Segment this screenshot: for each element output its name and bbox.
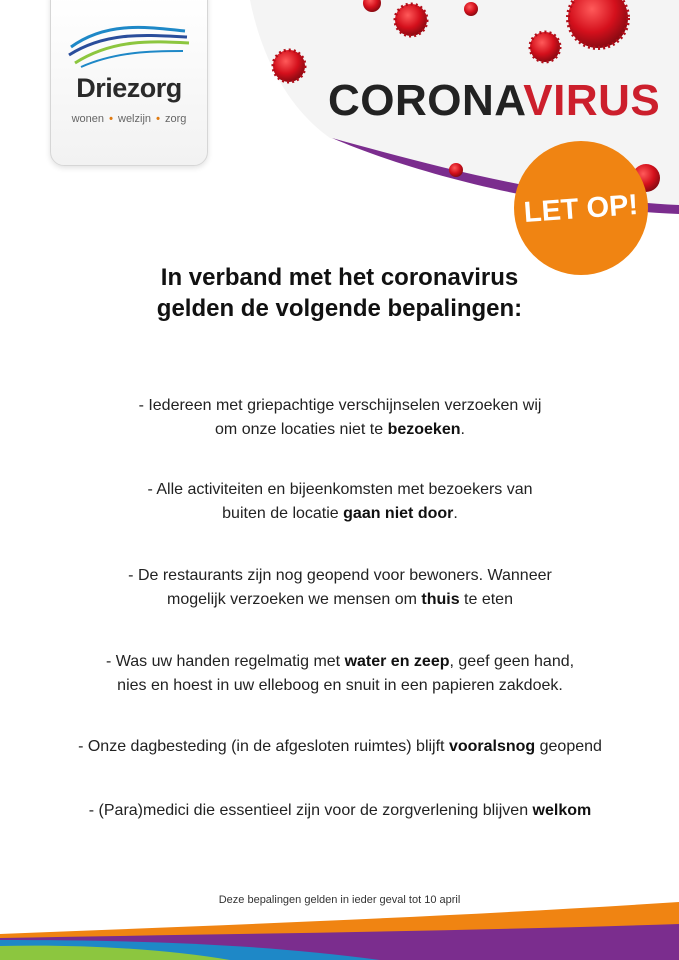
virus-particle xyxy=(464,2,478,16)
heading-line: In verband met het coronavirus xyxy=(160,264,519,291)
rule-emphasis: gaan niet door xyxy=(343,505,454,522)
title-part-corona: CORONA xyxy=(328,76,524,125)
rule-item: - Iedereen met griepachtige verschijnselen verzoeken wij om onze locaties niet te bezoeken. xyxy=(138,397,542,438)
let-op-badge xyxy=(514,141,648,275)
rule-emphasis: vooralsnog xyxy=(448,738,536,755)
logo-name: Driezorg xyxy=(76,73,182,103)
tagline-word: welzijn xyxy=(118,113,152,125)
logo-card xyxy=(50,0,208,166)
tagline-word: wonen xyxy=(71,113,105,125)
rule-emphasis: water en zeep xyxy=(344,653,450,670)
rule-item: - Was uw handen regelmatig met water en zeep, geef geen hand, nies en hoest in uw elleboog en snuit in een papieren zakdoek. xyxy=(105,653,575,694)
virus-particle xyxy=(273,50,305,82)
logo-tagline xyxy=(51,113,207,125)
tagline-separator: • xyxy=(156,113,160,125)
title-part-virus: VIRUS xyxy=(523,76,661,125)
rule-item: - De restaurants zijn nog geopend voor bewoners. Wanneer mogelijk verzoeken we mensen om thuis te eten xyxy=(128,567,552,608)
virus-particle xyxy=(530,32,560,62)
rule-item: - (Para)medici die essentieel zijn voor de zorgverlening blijven welkom xyxy=(88,802,592,819)
virus-particle xyxy=(449,163,463,177)
logo-swoosh-icon xyxy=(67,25,191,69)
tagline-separator: • xyxy=(109,113,113,125)
rule-item: - Alle activiteiten en bijeenkomsten met bezoekers van buiten de locatie gaan niet door. xyxy=(147,481,533,522)
heading-line: gelden de volgende bepalingen: xyxy=(156,295,523,322)
let-op-text: LET OP! xyxy=(522,189,640,229)
footnote: Deze bepalingen gelden in ieder geval tot 10 april xyxy=(218,894,461,906)
rule-emphasis: welkom xyxy=(532,802,592,819)
rule-emphasis: bezoeken xyxy=(387,421,461,438)
tagline-word: zorg xyxy=(165,113,187,125)
coronavirus-title xyxy=(328,76,660,126)
page-heading xyxy=(0,262,679,324)
rule-emphasis: thuis xyxy=(421,591,460,608)
rule-item: - Onze dagbesteding (in de afgesloten ruimtes) blijft vooralsnog geopend xyxy=(78,738,602,755)
virus-particle xyxy=(395,4,427,36)
footer-graphic xyxy=(0,900,679,960)
